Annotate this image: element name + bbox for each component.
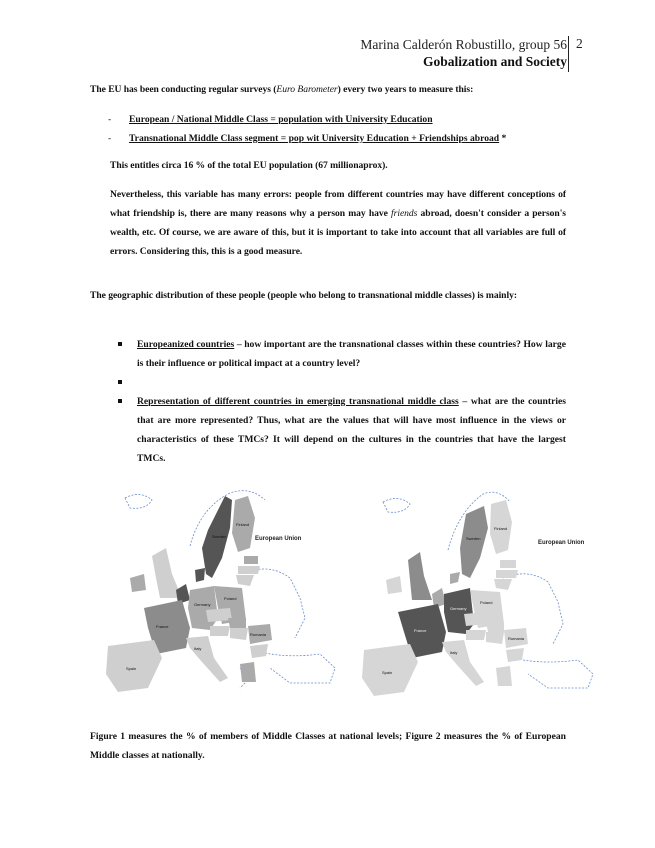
- header-divider: [568, 36, 569, 72]
- country-bulgaria: [250, 644, 268, 658]
- country-ireland: [130, 574, 146, 592]
- figure-2-map: [358, 478, 598, 700]
- country-czech: [206, 608, 232, 622]
- country-estonia: [500, 560, 516, 568]
- bullet-text: – what are the countries that are more represented? Thus, what are the values that will have most influence in the views or characteristics of these TMCs? It will depend on the cultures in the countries that have the largest TMCs.: [137, 396, 566, 464]
- country-austria: [466, 630, 486, 640]
- intro-text-before: The EU has been conducting regular surveys (: [90, 84, 277, 95]
- map-label: Romania: [508, 636, 525, 641]
- map-label: Sweden: [466, 536, 481, 541]
- nevertheless-part1: Nevertheless, this variable has many errors: people from different countries may have different conceptions of what friendship is, there are many reasons why a person may have: [110, 189, 566, 219]
- nevertheless-italic: friends: [391, 208, 418, 219]
- bullet-title: Europeanized countries: [137, 339, 235, 350]
- map-label: Poland: [224, 596, 237, 601]
- map-label: Finland: [236, 522, 250, 527]
- country-hungary: [486, 632, 504, 644]
- definition-text: Transnational Middle Class segment = pop wit University Education + Friendships abroad: [129, 133, 500, 144]
- definitions-list: [108, 110, 568, 148]
- definition-text: European / National Middle Class = population with University Education: [129, 114, 433, 125]
- bullet-list: [118, 335, 566, 468]
- europe-map-figure-2: [358, 478, 598, 700]
- country-denmark: [450, 572, 460, 584]
- country-lithuania: [236, 575, 254, 586]
- country-ireland: [386, 576, 402, 594]
- figure-caption: Figure 1 measures the % of members of Middle Classes at national levels; Figure 2 measures the % of European Middle classes at nationally.: [90, 731, 566, 761]
- map-label: Finland: [494, 526, 508, 531]
- page-number: 2: [576, 36, 583, 51]
- map-legend-title: European Union: [255, 536, 302, 542]
- country-lithuania: [494, 579, 512, 590]
- map-legend-title: European Union: [538, 540, 585, 546]
- geographic-paragraph: The geographic distribution of these people (people who belong to transnational middle classes) is mainly:: [90, 290, 517, 301]
- figure-1-map: [90, 478, 350, 700]
- country-slovakia: [486, 622, 504, 632]
- bullet-item-empty: [118, 373, 566, 392]
- country-italy: [186, 636, 228, 682]
- bullet-text: – how important are the transnational classes within these countries? How large is their influence or political impact at a country level?: [137, 339, 566, 369]
- map-label: Germany: [194, 602, 211, 607]
- intro-text-after: ) every two years to measure this:: [337, 84, 474, 95]
- intro-paragraph: [90, 80, 566, 99]
- entitles-paragraph: This entitles circa 16 % of the total EU population (67 millionaprox).: [110, 160, 388, 171]
- map-label: Italy: [450, 650, 458, 655]
- definition-item: [108, 110, 568, 129]
- country-latvia: [496, 570, 518, 578]
- map-label: France: [414, 628, 427, 633]
- nevertheless-part2: abroad, doesn't consider a person's wealth, etc. Of course, we are aware of this, but it is important to take into account that all variables are full of errors. Considering this, this is a good measure.: [110, 208, 566, 257]
- country-greece: [240, 662, 256, 682]
- course-title: Gobalization and Society: [422, 54, 567, 69]
- country-italy: [442, 640, 484, 686]
- country-austria: [210, 626, 230, 636]
- bullet-title: Representation of different countries in emerging transnational middle class: [137, 396, 459, 407]
- author-line: Marina Calderón Robustillo, group 56: [360, 37, 567, 52]
- page-header: [360, 36, 567, 70]
- map-label: Romania: [250, 632, 267, 637]
- country-uk: [408, 552, 432, 600]
- country-estonia: [244, 556, 258, 564]
- bullet-item-representation: [118, 392, 566, 468]
- intro-italic: Euro Barometer: [276, 84, 338, 95]
- map-label: France: [156, 624, 169, 629]
- country-sweden: [460, 506, 488, 578]
- nevertheless-paragraph: [110, 185, 566, 261]
- definition-suffix: *: [499, 133, 507, 144]
- map-label: Sweden: [212, 534, 227, 539]
- country-latvia: [238, 566, 260, 574]
- country-slovakia: [228, 618, 246, 628]
- country-denmark: [195, 568, 205, 582]
- country-bulgaria: [506, 648, 524, 662]
- map-label: Italy: [194, 646, 202, 651]
- map-label: Spain: [382, 670, 393, 675]
- country-greece: [496, 666, 512, 686]
- country-germany: [444, 588, 474, 634]
- country-hungary: [230, 628, 248, 640]
- europe-map-figure-1: [90, 478, 350, 700]
- bullet-item-europeanized: [118, 335, 566, 373]
- country-germany: [188, 586, 218, 630]
- definition-item: [108, 129, 568, 148]
- map-label: Spain: [126, 666, 137, 671]
- map-label: Poland: [480, 600, 493, 605]
- country-czech: [464, 612, 488, 626]
- map-label: Germany: [450, 606, 467, 611]
